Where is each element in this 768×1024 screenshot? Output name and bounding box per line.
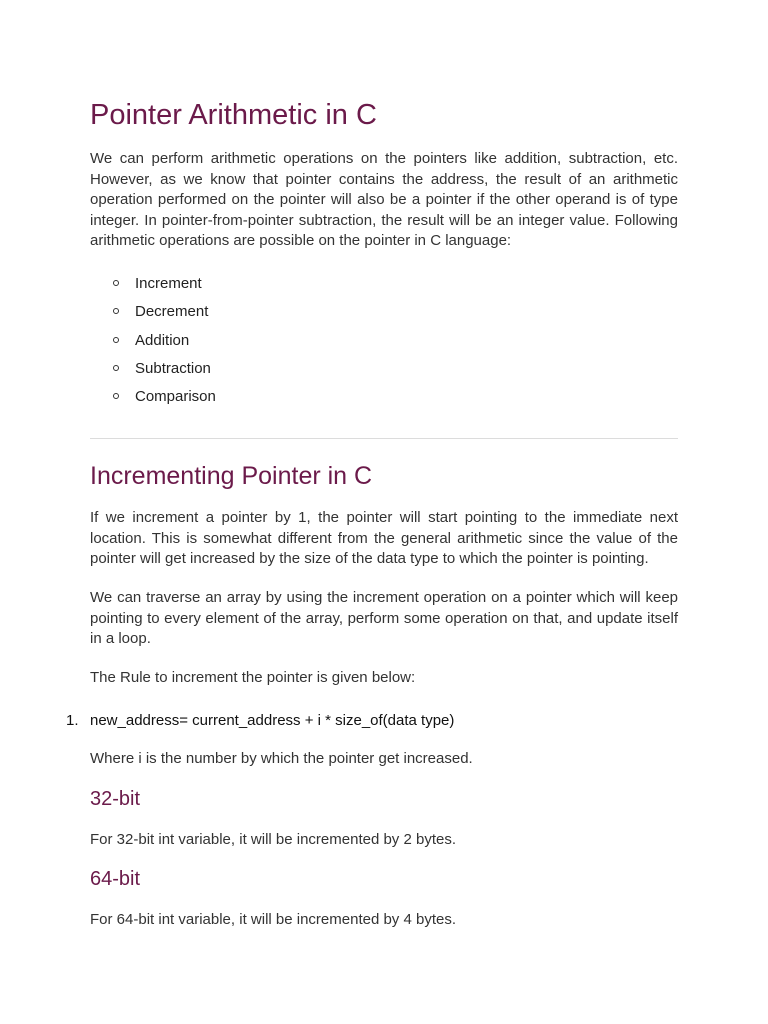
list-item-label: Comparison [135,388,216,406]
list-item-label: Addition [135,331,190,349]
heading-32-bit: 32-bit [90,788,141,810]
bullet-icon [113,393,119,399]
list-item-label: Decrement [135,303,209,321]
bullet-icon [113,280,119,286]
intro-paragraph: We can perform arithmetic operations on the pointers like addition, subtraction, etc. However, as we know that pointer contains the address, the result of an arithmetic operation performed on the pointer will also be a pointer if the other operand is of type integer. In pointer-from-pointer subtraction, the result will be an integer value. Following arithmetic operations are possible on the pointer in C language: [90,150,678,249]
bullet-icon [113,308,119,314]
bullet-icon [113,365,119,371]
increment-rule-intro: The Rule to increment the pointer is given below: [90,669,416,686]
operations-list [90,274,490,415]
increment-paragraph-2: We can traverse an array by using the increment operation on a pointer which will keep pointing to every element of the array, perform some operation on that, and update itself in a loop. [90,589,678,647]
code-text: new_address= current_address + i * size_of(data type) [90,712,455,729]
section-divider [90,438,678,439]
text-32-bit: For 32-bit int variable, it will be incremented by 2 bytes. [90,831,456,848]
list-item-label: Subtraction [135,359,211,377]
list-item [90,331,490,359]
heading-64-bit: 64-bit [90,868,141,890]
page-title: Pointer Arithmetic in C [90,99,377,131]
list-item [90,274,490,302]
code-line [66,711,454,731]
increment-explanation: Where i is the number by which the pointer get increased. [90,750,473,767]
bullet-icon [113,337,119,343]
section-heading-incrementing: Incrementing Pointer in C [90,462,373,490]
increment-paragraph-1: If we increment a pointer by 1, the pointer will start pointing to the immediate next location. This is somewhat different from the general arithmetic since the value of the pointer will get increased by the size of the data type to which the pointer is pointing. [90,509,678,567]
list-item-label: Increment [135,275,202,292]
list-item [90,387,490,415]
list-item [90,359,490,387]
code-line-number: 1. [66,712,79,729]
text-64-bit: For 64-bit int variable, it will be incremented by 4 bytes. [90,911,456,928]
list-item [90,302,490,330]
